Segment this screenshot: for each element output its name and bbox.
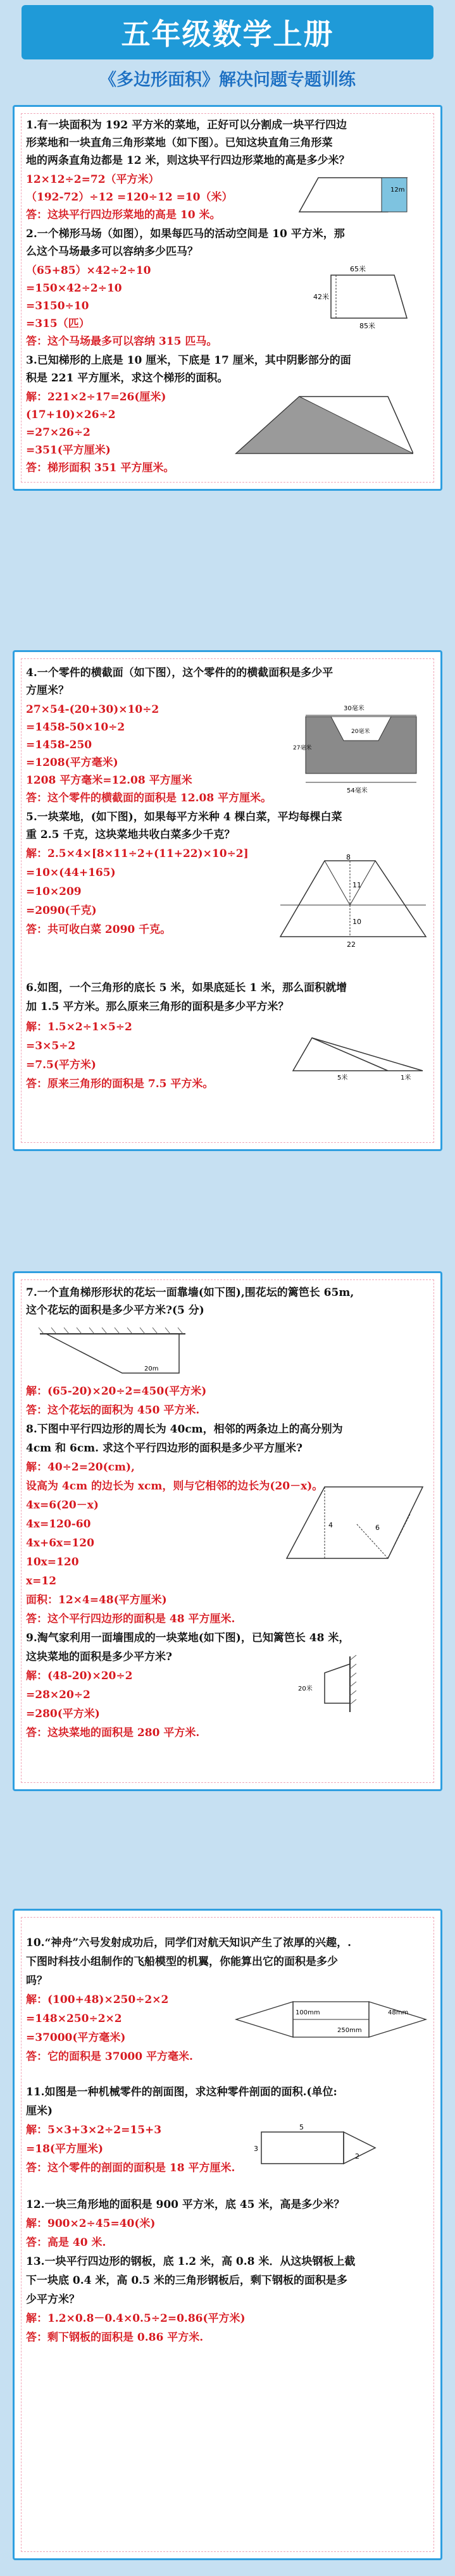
figure-label: 5 [299, 2123, 304, 2131]
figure-label: 3 [254, 2145, 258, 2153]
answer-line: 答：这个平行四边形的面积是 48 平方厘米. [26, 1613, 235, 1625]
text-line: 下图时科技小组制作的飞船模型的机翼，你能算出它的面积是多少 [26, 1956, 338, 1968]
answer-line: =351(平方厘米) [26, 444, 111, 457]
answer-line: 答：这块平行四边形菜地的高是 10 米。 [26, 209, 221, 221]
text-line: 3.已知梯形的上底是 10 厘米，下底是 17 厘米，其中阴影部分的面 [26, 354, 351, 367]
shaded-triangle [236, 397, 413, 453]
answer-line: 设高为 4cm 的边长为 xcm，则与它相邻的边长为(20－x)。 [26, 1480, 323, 1493]
answer-line: 解：(100+48)×250÷2×2 [26, 1994, 169, 2006]
text-line: 方厘米？ [26, 684, 69, 697]
figure-parallelogram-heights [280, 1479, 432, 1568]
answer-line: =27×26÷2 [26, 426, 90, 439]
figure-parallelogram-triangle [287, 173, 413, 217]
figure-label: 20米 [298, 1685, 313, 1692]
answer-line: 12×12÷2=72（平方米） [26, 173, 159, 186]
page-title: 五年级数学上册 [121, 17, 334, 51]
text-line: 1.有一块面积为 192 平方米的菜地，正好可以分割成一块平行四边 [26, 119, 347, 132]
answer-line: =10×209 [26, 885, 82, 898]
figure-label: 10 [352, 918, 361, 926]
answer-line: 面积：12×4=48(平方厘米) [26, 1594, 167, 1606]
answer-line: =280(平方米) [26, 1708, 100, 1720]
answer-line: 答：剩下钢板的面积是 0.86 平方米. [26, 2331, 204, 2344]
figure-garden-wall [293, 1653, 388, 1716]
text-line: 5.一块菜地，(如下图)，如果每平方米种 4 棵白菜，平均每棵白菜 [26, 811, 342, 823]
figure-label: 11 [352, 881, 361, 889]
figure-cross-section [293, 703, 426, 798]
card-problems-1-3 [13, 105, 442, 491]
answer-line: 答：它的面积是 37000 平方毫米. [26, 2050, 193, 2063]
text-line: 7.一个直角梯形形状的花坛一面靠墙(如下图),围花坛的篱笆长 65m, [26, 1286, 354, 1299]
answer-line: 解：900×2÷45=40(米) [26, 2217, 156, 2230]
figure-label: 1米 [401, 1075, 411, 1082]
text-line: 4cm 和 6cm. 求这个平行四边形的面积是多少平方厘米? [26, 1442, 302, 1455]
answer-line: =148×250÷2×2 [26, 2012, 122, 2025]
answer-line: =3150÷10 [26, 300, 89, 312]
answer-line: =3×5÷2 [26, 1040, 76, 1052]
answer-line: 答：这个花坛的面积为 450 平方米. [26, 1404, 200, 1417]
text-line: 13.一块平行四边形的钢板，底 1.2 米，高 0.8 米．从这块钢板上截 [26, 2255, 356, 2268]
text-line: 9.淘气家利用一面墙围成的一块菜地(如下图)，已知篱笆长 48 米， [26, 1632, 350, 1644]
figure-label: 6 [375, 1524, 380, 1532]
figure-flowerbed [34, 1321, 198, 1382]
answer-line: （65+85）×42÷2÷10 [26, 264, 151, 277]
text-line: 12.一块三角形地的面积是 900 平方米，底 45 米，高是多少米？ [26, 2198, 345, 2211]
answer-line: 解：40÷2=20(cm), [26, 1461, 135, 1474]
answer-line: 解：5×3+3×2÷2=15+3 [26, 2124, 162, 2136]
answer-line: (17+10)×26÷2 [26, 409, 116, 421]
answer-line: =28×20÷2 [26, 1689, 90, 1701]
answer-line: =1458-50×10÷2 [26, 721, 125, 734]
card-problems-10-13 [13, 1909, 442, 2560]
figure-label: 5米 [337, 1075, 348, 1082]
answer-line: 答：这个马场最多可以容纳 315 匹马。 [26, 335, 218, 348]
answer-line: =2090(千克) [26, 904, 97, 917]
answer-line: =315（匹） [26, 317, 90, 330]
answer-line: 答：这块菜地的面积是 280 平方米. [26, 1727, 200, 1739]
figure-label: 54毫米 [347, 787, 368, 794]
answer-line: =150×42÷2÷10 [26, 282, 122, 295]
text-line: 少平方米？ [26, 2293, 80, 2306]
figure-label: 85米 [359, 322, 375, 330]
answer-line: x=12 [26, 1575, 57, 1587]
answer-line: =18(平方厘米) [26, 2143, 103, 2155]
card-problems-7-9 [13, 1271, 442, 1791]
answer-line: 解：2.5×4×[8×11÷2+(11+22)×10÷2] [26, 847, 249, 860]
figure-label: 65米 [350, 265, 366, 273]
figure-label: 27毫米 [293, 745, 312, 751]
figure-label: 20毫米 [351, 729, 370, 735]
text-line: 这块菜地的面积是多少平方米? [26, 1651, 172, 1663]
figure-machine-part [249, 2123, 388, 2174]
text-line: 下一块底 0.4 米，高 0.5 米的三角形钢板后，剩下钢板的面积是多 [26, 2274, 347, 2287]
figure-triangle-extension [287, 1032, 432, 1082]
text-line: 11.如图是一种机械零件的剖面图，求这种零件剖面的面积.(单位: [26, 2086, 337, 2098]
text-line: 么这个马场最多可以容纳多少匹马？ [26, 245, 198, 258]
text-line: 2.一个梯形马场（如图），如果每匹马的活动空间是 10 平方米，那 [26, 228, 345, 240]
text-line: 加 1.5 平方米。那么原来三角形的面积是多少平方米？ [26, 1001, 289, 1013]
figure-spacecraft-wing [230, 1993, 432, 2046]
figure-label: 2 [355, 2152, 359, 2160]
answer-line: 4x=120-60 [26, 1518, 91, 1531]
figure-trapezoid-field [312, 264, 426, 333]
answer-line: （192-72）÷12 =120÷12 =10（米） [26, 191, 233, 204]
answer-line: 答：这个零件的剖面的面积是 18 平方厘米. [26, 2162, 235, 2174]
answer-line: 解：(48-20)×20÷2 [26, 1670, 133, 1682]
answer-line: 答：这个零件的横截面的面积是 12.08 平方厘米。 [26, 792, 272, 804]
answer-line: 27×54-(20+30)×10÷2 [26, 703, 159, 716]
answer-line: 答：共可收白菜 2090 千克。 [26, 923, 171, 936]
figure-shaded-trapezoid [34, 390, 413, 460]
text-line: 地的两条直角边都是 12 米，则这块平行四边形菜地的高是多少米？ [26, 154, 350, 167]
figure-label: 250mm [337, 2027, 362, 2034]
figure-label: 30毫米 [344, 705, 365, 712]
text-line: 吗？ [26, 1975, 47, 1987]
text-line: 形菜地和一块直角三角形菜地（如下图）。已知这块直角三角形菜 [26, 137, 333, 149]
text-line: 积是 221 平方厘米，求这个梯形的面积。 [26, 372, 228, 385]
answer-line: =1208(平方毫米) [26, 756, 118, 769]
answer-line: 4x=6(20－x) [26, 1499, 99, 1512]
answer-line: 10x=120 [26, 1556, 79, 1568]
figure-label: 20m [144, 1365, 159, 1372]
text-line: 重 2.5 千克，这块菜地共收白菜多少千克？ [26, 829, 235, 841]
text-line: 4.一个零件的横截面（如下图），这个零件的的横截面积是多少平 [26, 667, 333, 679]
text-line: 8.下图中平行四边形的周长为 40cm，相邻的两条边上的高分别为 [26, 1423, 343, 1436]
card-problems-4-6 [13, 650, 442, 1151]
answer-line: 答：原来三角形的面积是 7.5 平方米。 [26, 1078, 214, 1090]
figure-label: 8 [346, 854, 351, 861]
figure-label: 22 [347, 940, 356, 949]
figure-label: 100mm [296, 2009, 320, 2016]
answer-line: 解：221×2÷17=26(厘米) [26, 391, 166, 404]
text-line: 这个花坛的面积是多少平方米?(5 分) [26, 1304, 204, 1317]
answer-line: =37000(平方毫米) [26, 2031, 126, 2044]
figure-label: 4 [328, 1521, 333, 1529]
answer-line: 1208 平方毫米=12.08 平方厘米 [26, 774, 192, 787]
answer-line: =7.5(平方米) [26, 1059, 96, 1071]
answer-line: 解：(65-20)×20÷2=450(平方米) [26, 1385, 207, 1398]
answer-line: 解：1.5×2÷1×5÷2 [26, 1021, 132, 1033]
answer-line: 4x+6x=120 [26, 1537, 94, 1550]
answer-line: =1458-250 [26, 739, 92, 751]
text-line: 6.如图，一个三角形的底长 5 米，如果底延长 1 米，那么面积就增 [26, 982, 347, 994]
figure-label: 42米 [313, 293, 329, 301]
title-banner [22, 5, 433, 59]
answer-line: 解：1.2×0.8－0.4×0.5÷2=0.86(平方米) [26, 2312, 246, 2325]
page-subtitle: 《多边形面积》解决问题专题训练 [99, 70, 356, 90]
figure-vegetable-field [268, 854, 432, 949]
answer-line: 答：高是 40 米. [26, 2236, 106, 2249]
text-line: 厘米) [26, 2105, 53, 2117]
figure-label: 48mm [388, 2009, 409, 2016]
answer-line: =10×(44+165) [26, 866, 116, 879]
figure-label: 12m [390, 187, 405, 194]
text-line: 10.“神舟”六号发射成功后，同学们对航天知识产生了浓厚的兴趣，. [26, 1937, 352, 1949]
answer-line: 答：梯形面积 351 平方厘米。 [26, 462, 175, 474]
